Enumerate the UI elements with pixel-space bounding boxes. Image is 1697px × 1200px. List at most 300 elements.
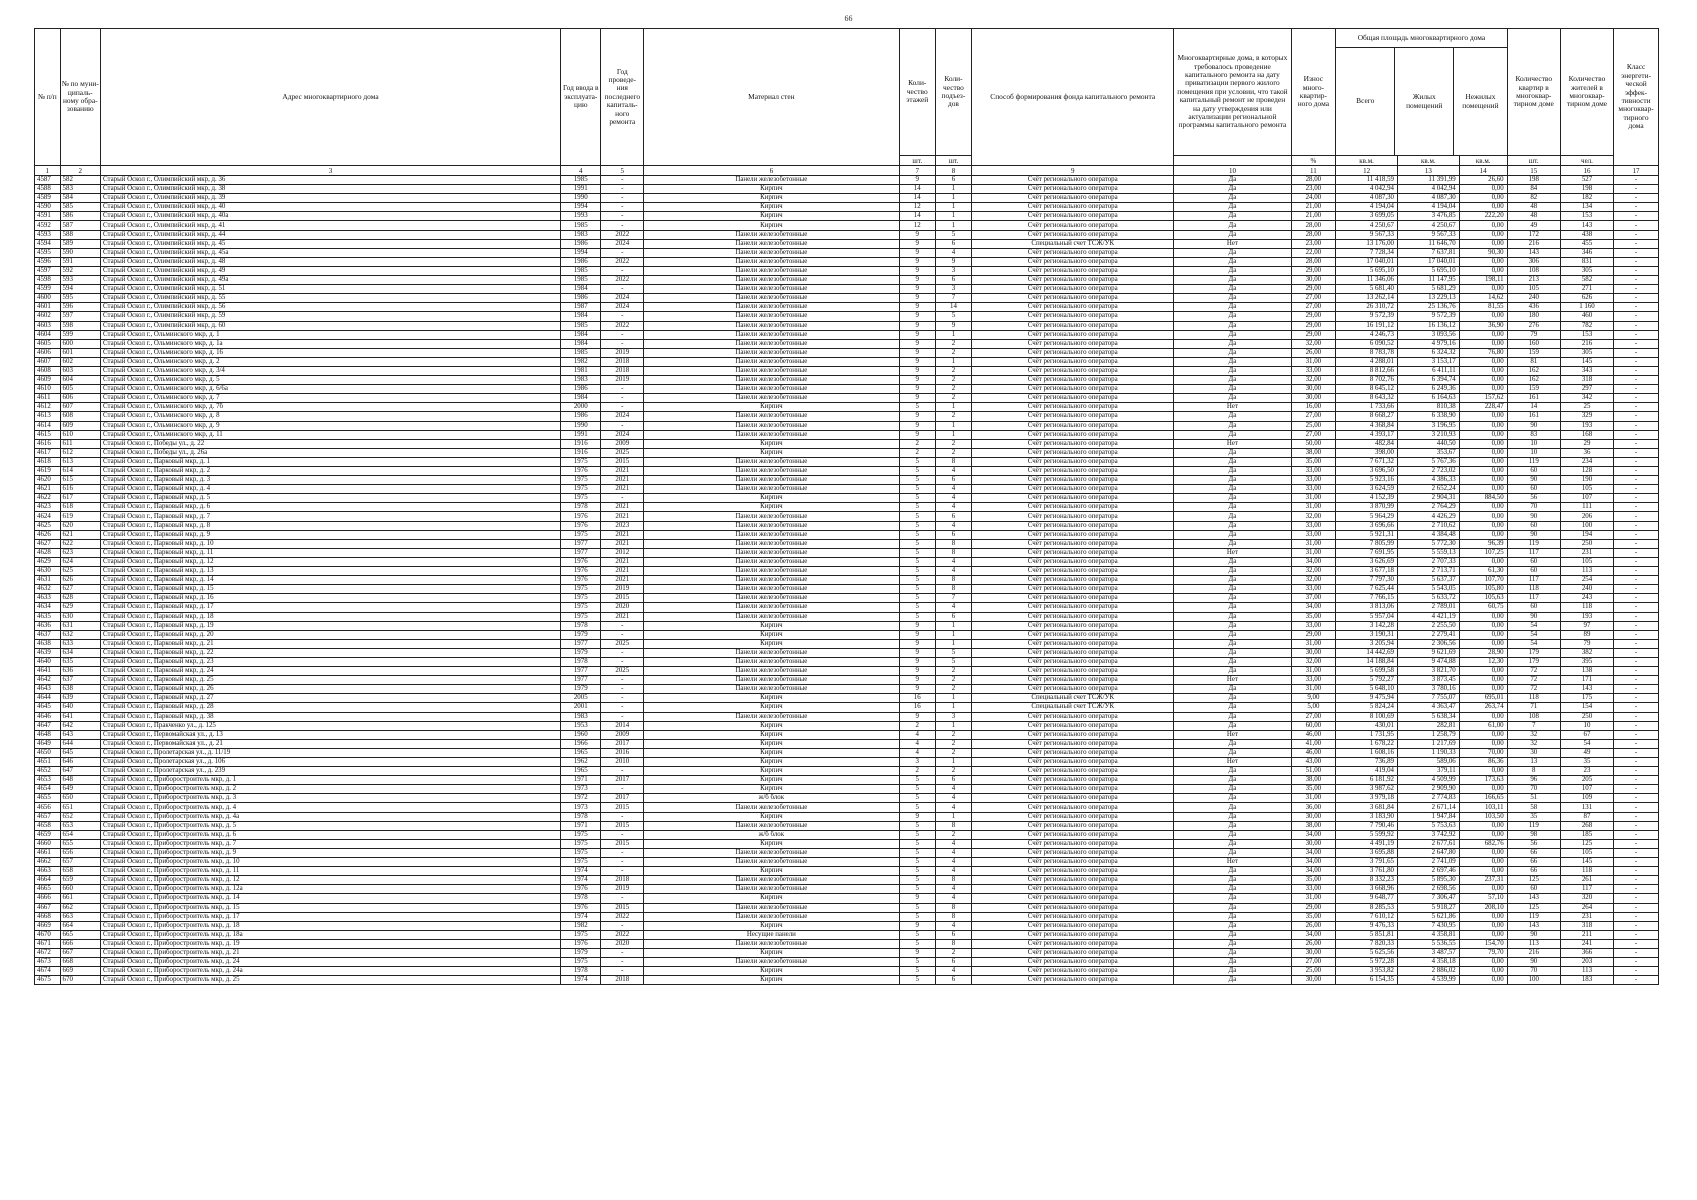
cell-entrances: 1 <box>935 212 971 221</box>
cell-area-total: 8 643,32 <box>1336 394 1398 403</box>
cell-municipal-number: 634 <box>60 648 100 657</box>
cell-fund-method: Счёт регионального оператора <box>972 830 1174 839</box>
table-row <box>35 912 1659 921</box>
cell-repair-required: Да <box>1174 712 1291 721</box>
cell-entrances: 2 <box>935 412 971 421</box>
cell-fund-method: Счёт регионального оператора <box>972 776 1174 785</box>
cell-apartments: 159 <box>1507 348 1560 357</box>
cell-wall-material: Кирпич <box>644 921 900 930</box>
cell-commission-year: 1976 <box>561 512 601 521</box>
cell-energy-class: - <box>1614 203 1659 212</box>
cell-wall-material: Панели железобетонные <box>644 521 900 530</box>
cell-wall-material: Кирпич <box>644 758 900 767</box>
cell-last-repair-year: - <box>601 958 644 967</box>
cell-apartments: 82 <box>1507 194 1560 203</box>
cell-entrances: 6 <box>935 512 971 521</box>
cell-entrances: 4 <box>935 867 971 876</box>
cell-residents: 118 <box>1560 867 1613 876</box>
cell-address: Старый Оскол г., Первомайская ул., д. 13 <box>101 730 561 739</box>
cell-commission-year: 2000 <box>561 403 601 412</box>
cell-row-number: 4630 <box>35 567 61 576</box>
cell-entrances: 1 <box>935 812 971 821</box>
cell-last-repair-year: - <box>601 967 644 976</box>
cell-address: Старый Оскол г., Парковый мкр, д. 20 <box>101 630 561 639</box>
cell-residents: 254 <box>1560 576 1613 585</box>
cell-address: Старый Оскол г., Приборостроитель мкр, д. 5 <box>101 821 561 830</box>
table-row <box>35 357 1659 366</box>
cell-entrances: 4 <box>935 848 971 857</box>
cell-wear-percent: 28,00 <box>1291 176 1336 185</box>
cell-last-repair-year: - <box>601 648 644 657</box>
cell-municipal-number: 636 <box>60 667 100 676</box>
cell-row-number: 4637 <box>35 630 61 639</box>
cell-apartments: 30 <box>1507 748 1560 757</box>
cell-area-living: 7 430,95 <box>1397 921 1459 930</box>
cell-apartments: 72 <box>1507 676 1560 685</box>
cell-fund-method: Счёт регионального оператора <box>972 721 1174 730</box>
cell-wall-material: Панели железобетонные <box>644 257 900 266</box>
cell-address: Старый Оскол г., Ольминского мкр, д. 7 <box>101 394 561 403</box>
cell-row-number: 4664 <box>35 876 61 885</box>
table-row <box>35 948 1659 957</box>
cell-area-living: 9 621,69 <box>1397 648 1459 657</box>
cell-residents: 203 <box>1560 958 1613 967</box>
table-row <box>35 576 1659 585</box>
cell-repair-required: Да <box>1174 839 1291 848</box>
cell-apartments: 90 <box>1507 530 1560 539</box>
cell-wall-material: Панели железобетонные <box>644 321 900 330</box>
table-row <box>35 394 1659 403</box>
column-number: 6 <box>644 166 900 176</box>
cell-entrances: 8 <box>935 939 971 948</box>
cell-repair-required: Да <box>1174 903 1291 912</box>
cell-repair-required: Да <box>1174 667 1291 676</box>
cell-area-total: 4 393,17 <box>1336 430 1398 439</box>
cell-entrances: 5 <box>935 657 971 666</box>
cell-commission-year: 1982 <box>561 357 601 366</box>
cell-area-living: 5 753,63 <box>1397 821 1459 830</box>
cell-repair-required: Да <box>1174 366 1291 375</box>
cell-commission-year: 1973 <box>561 803 601 812</box>
cell-apartments: 71 <box>1507 703 1560 712</box>
cell-area-nonliving: 0,00 <box>1459 366 1507 375</box>
cell-fund-method: Счёт регионального оператора <box>972 539 1174 548</box>
cell-last-repair-year: 2024 <box>601 303 644 312</box>
cell-wall-material: Панели железобетонные <box>644 594 900 603</box>
cell-area-total: 13 176,00 <box>1336 239 1398 248</box>
cell-wall-material: Кирпич <box>644 748 900 757</box>
cell-residents: 211 <box>1560 930 1613 939</box>
cell-wall-material: Панели железобетонные <box>644 485 900 494</box>
cell-row-number: 4647 <box>35 721 61 730</box>
table-row <box>35 657 1659 666</box>
cell-repair-required: Да <box>1174 485 1291 494</box>
cell-wear-percent: 50,00 <box>1291 439 1336 448</box>
cell-wall-material: Панели железобетонные <box>644 285 900 294</box>
cell-area-living: 2 255,50 <box>1397 621 1459 630</box>
cell-wear-percent: 26,00 <box>1291 348 1336 357</box>
table-row <box>35 467 1659 476</box>
cell-entrances: 1 <box>935 194 971 203</box>
cell-fund-method: Счёт регионального оператора <box>972 585 1174 594</box>
column-number: 1 <box>35 166 61 176</box>
cell-energy-class: - <box>1614 767 1659 776</box>
col-header-area-total: Всего <box>1336 48 1395 155</box>
cell-row-number: 4628 <box>35 548 61 557</box>
cell-residents: 395 <box>1560 657 1613 666</box>
cell-address: Старый Оскол г., Победы ул., д. 22 <box>101 439 561 448</box>
cell-area-living: 2 677,61 <box>1397 839 1459 848</box>
cell-wall-material: Панели железобетонные <box>644 848 900 857</box>
table-row <box>35 885 1659 894</box>
cell-last-repair-year: 2022 <box>601 912 644 921</box>
cell-address: Старый Оскол г., Парковый мкр, д. 28 <box>101 703 561 712</box>
table-row <box>35 194 1659 203</box>
cell-repair-required: Да <box>1174 448 1291 457</box>
cell-last-repair-year: - <box>601 685 644 694</box>
cell-commission-year: 1975 <box>561 858 601 867</box>
cell-area-nonliving: 105,63 <box>1459 594 1507 603</box>
cell-area-living: 5 637,37 <box>1397 576 1459 585</box>
cell-repair-required: Да <box>1174 539 1291 548</box>
cell-entrances: 1 <box>935 430 971 439</box>
cell-wall-material: Кирпич <box>644 776 900 785</box>
cell-address: Старый Оскол г., Приборостроитель мкр, д. 15 <box>101 903 561 912</box>
cell-municipal-number: 614 <box>60 467 100 476</box>
table-row <box>35 476 1659 485</box>
cell-residents: 107 <box>1560 785 1613 794</box>
cell-residents: 107 <box>1560 494 1613 503</box>
cell-wall-material: Кирпич <box>644 503 900 512</box>
cell-fund-method: Счёт регионального оператора <box>972 621 1174 630</box>
cell-energy-class: - <box>1614 748 1659 757</box>
cell-fund-method: Счёт регионального оператора <box>972 257 1174 266</box>
cell-entrances: 4 <box>935 967 971 976</box>
cell-row-number: 4623 <box>35 503 61 512</box>
cell-area-total: 3 953,82 <box>1336 967 1398 976</box>
cell-address: Старый Оскол г., Парковый мкр, д. 7 <box>101 512 561 521</box>
cell-area-total: 1 731,95 <box>1336 730 1398 739</box>
table-row <box>35 539 1659 548</box>
cell-area-living: 4 386,33 <box>1397 476 1459 485</box>
cell-repair-required: Да <box>1174 530 1291 539</box>
table-row <box>35 712 1659 721</box>
cell-energy-class: - <box>1614 303 1659 312</box>
cell-row-number: 4654 <box>35 785 61 794</box>
cell-wall-material: Панели железобетонные <box>644 530 900 539</box>
cell-address: Старый Оскол г., Олимпийский мкр, д. 41 <box>101 221 561 230</box>
cell-municipal-number: 618 <box>60 503 100 512</box>
cell-fund-method: Счёт регионального оператора <box>972 376 1174 385</box>
cell-area-total: 14 442,69 <box>1336 648 1398 657</box>
cell-floors: 5 <box>899 476 935 485</box>
cell-residents: 128 <box>1560 467 1613 476</box>
cell-energy-class: - <box>1614 958 1659 967</box>
cell-residents: 382 <box>1560 648 1613 657</box>
cell-area-total: 5 599,92 <box>1336 830 1398 839</box>
cell-wall-material: Панели железобетонные <box>644 276 900 285</box>
cell-wear-percent: 38,00 <box>1291 821 1336 830</box>
cell-area-living: 2 741,09 <box>1397 858 1459 867</box>
cell-area-total: 7 625,44 <box>1336 585 1398 594</box>
cell-commission-year: 1971 <box>561 821 601 830</box>
cell-entrances: 8 <box>935 539 971 548</box>
cell-repair-required: Нет <box>1174 676 1291 685</box>
cell-address: Старый Оскол г., Олимпийский мкр, д. 40 <box>101 203 561 212</box>
cell-apartments: 143 <box>1507 894 1560 903</box>
cell-area-living: 2 652,24 <box>1397 485 1459 494</box>
table-row <box>35 339 1659 348</box>
cell-address: Старый Оскол г., Ольминского мкр, д. 1а <box>101 339 561 348</box>
cell-last-repair-year: 2025 <box>601 667 644 676</box>
col-header-entrances: Коли- чество подъез- дов <box>935 29 971 156</box>
table-row <box>35 585 1659 594</box>
cell-wall-material: Кирпич <box>644 203 900 212</box>
cell-last-repair-year: 2019 <box>601 885 644 894</box>
cell-row-number: 4601 <box>35 303 61 312</box>
column-number: 17 <box>1614 166 1659 176</box>
cell-last-repair-year: - <box>601 830 644 839</box>
cell-last-repair-year: - <box>601 176 644 185</box>
cell-residents: 320 <box>1560 894 1613 903</box>
cell-row-number: 4611 <box>35 394 61 403</box>
cell-municipal-number: 665 <box>60 930 100 939</box>
cell-area-living: 13 229,13 <box>1397 294 1459 303</box>
cell-last-repair-year: 2021 <box>601 567 644 576</box>
cell-repair-required: Да <box>1174 212 1291 221</box>
cell-municipal-number: 637 <box>60 676 100 685</box>
cell-area-living: 2 707,33 <box>1397 557 1459 566</box>
cell-commission-year: 1975 <box>561 839 601 848</box>
cell-area-total: 7 671,32 <box>1336 457 1398 466</box>
cell-apartments: 276 <box>1507 321 1560 330</box>
cell-residents: 109 <box>1560 794 1613 803</box>
cell-area-living: 1 258,79 <box>1397 730 1459 739</box>
column-number: 9 <box>972 166 1174 176</box>
table-row <box>35 848 1659 857</box>
table-row <box>35 639 1659 648</box>
cell-energy-class: - <box>1614 648 1659 657</box>
cell-last-repair-year: 2025 <box>601 639 644 648</box>
cell-apartments: 8 <box>1507 767 1560 776</box>
cell-last-repair-year: 2019 <box>601 376 644 385</box>
cell-wall-material: Панели железобетонные <box>644 539 900 548</box>
cell-area-nonliving: 0,00 <box>1459 257 1507 266</box>
cell-apartments: 161 <box>1507 394 1560 403</box>
cell-area-living: 25 136,76 <box>1397 303 1459 312</box>
cell-apartments: 49 <box>1507 221 1560 230</box>
col-header-address: Адрес многоквартирного дома <box>101 29 561 166</box>
cell-floors: 5 <box>899 958 935 967</box>
cell-row-number: 4661 <box>35 848 61 857</box>
cell-municipal-number: 646 <box>60 758 100 767</box>
table-row <box>35 830 1659 839</box>
cell-area-nonliving: 0,00 <box>1459 557 1507 566</box>
cell-area-living: 3 196,95 <box>1397 421 1459 430</box>
cell-repair-required: Да <box>1174 767 1291 776</box>
column-number: 13 <box>1397 166 1459 176</box>
cell-area-nonliving: 0,00 <box>1459 712 1507 721</box>
cell-energy-class: - <box>1614 194 1659 203</box>
cell-wall-material: Панели железобетонные <box>644 366 900 375</box>
cell-address: Старый Оскол г., Приборостроитель мкр, д. 21 <box>101 948 561 957</box>
cell-row-number: 4668 <box>35 912 61 921</box>
cell-last-repair-year: - <box>601 421 644 430</box>
cell-area-living: 16 136,12 <box>1397 321 1459 330</box>
table-row <box>35 266 1659 275</box>
cell-commission-year: 1993 <box>561 212 601 221</box>
col-header-area-nonliving: Нежилых помещений <box>1462 92 1499 110</box>
cell-commission-year: 1975 <box>561 594 601 603</box>
cell-entrances: 6 <box>935 930 971 939</box>
cell-floors: 9 <box>899 894 935 903</box>
cell-energy-class: - <box>1614 594 1659 603</box>
cell-fund-method: Счёт регионального оператора <box>972 503 1174 512</box>
cell-entrances: 7 <box>935 294 971 303</box>
cell-repair-required: Да <box>1174 721 1291 730</box>
cell-area-total: 3 183,90 <box>1336 812 1398 821</box>
cell-area-total: 5 824,24 <box>1336 703 1398 712</box>
cell-area-living: 4 539,99 <box>1397 976 1459 985</box>
cell-wall-material: Панели железобетонные <box>644 394 900 403</box>
cell-address: Старый Оскол г., Олимпийский мкр, д. 48 <box>101 257 561 266</box>
cell-row-number: 4620 <box>35 476 61 485</box>
cell-address: Старый Оскол г., Парковый мкр, д. 19 <box>101 621 561 630</box>
cell-area-living: 9 572,39 <box>1397 312 1459 321</box>
column-number: 8 <box>935 166 971 176</box>
cell-row-number: 4606 <box>35 348 61 357</box>
table-row <box>35 366 1659 375</box>
cell-wear-percent: 31,00 <box>1291 503 1336 512</box>
cell-floors: 9 <box>899 676 935 685</box>
cell-residents: 25 <box>1560 403 1613 412</box>
cell-wear-percent: 30,00 <box>1291 648 1336 657</box>
cell-wall-material: Кирпич <box>644 894 900 903</box>
cell-row-number: 4622 <box>35 494 61 503</box>
cell-municipal-number: 664 <box>60 921 100 930</box>
cell-wear-percent: 34,00 <box>1291 848 1336 857</box>
cell-energy-class: - <box>1614 230 1659 239</box>
cell-wall-material: Кирпич <box>644 448 900 457</box>
cell-wall-material: Кирпич <box>644 403 900 412</box>
cell-apartments: 172 <box>1507 230 1560 239</box>
cell-row-number: 4643 <box>35 685 61 694</box>
table-row <box>35 903 1659 912</box>
cell-address: Старый Оскол г., Приборостроитель мкр, д. 17 <box>101 912 561 921</box>
cell-area-nonliving: 0,00 <box>1459 858 1507 867</box>
cell-floors: 3 <box>899 758 935 767</box>
cell-address: Старый Оскол г., Парковый мкр, д. 25 <box>101 676 561 685</box>
cell-floors: 9 <box>899 339 935 348</box>
cell-fund-method: Счёт регионального оператора <box>972 612 1174 621</box>
cell-floors: 9 <box>899 430 935 439</box>
cell-floors: 9 <box>899 385 935 394</box>
cell-apartments: 100 <box>1507 976 1560 985</box>
cell-entrances: 2 <box>935 394 971 403</box>
cell-address: Старый Оскол г., Победы ул., д. 26а <box>101 448 561 457</box>
cell-floors: 5 <box>899 876 935 885</box>
cell-apartments: 83 <box>1507 430 1560 439</box>
cell-area-total: 7 766,15 <box>1336 594 1398 603</box>
cell-row-number: 4588 <box>35 185 61 194</box>
cell-wear-percent: 29,00 <box>1291 321 1336 330</box>
cell-energy-class: - <box>1614 939 1659 948</box>
cell-energy-class: - <box>1614 276 1659 285</box>
cell-address: Старый Оскол г., Приборостроитель мкр, д. 1 <box>101 776 561 785</box>
cell-floors: 5 <box>899 930 935 939</box>
cell-municipal-number: 640 <box>60 703 100 712</box>
cell-apartments: 60 <box>1507 567 1560 576</box>
cell-floors: 5 <box>899 967 935 976</box>
cell-last-repair-year: 2009 <box>601 439 644 448</box>
cell-last-repair-year: - <box>601 948 644 957</box>
cell-floors: 5 <box>899 494 935 503</box>
cell-commission-year: 1977 <box>561 667 601 676</box>
cell-address: Старый Оскол г., Олимпийский мкр, д. 44 <box>101 230 561 239</box>
cell-entrances: 6 <box>935 976 971 985</box>
cell-last-repair-year: - <box>601 194 644 203</box>
table-row <box>35 858 1659 867</box>
cell-entrances: 1 <box>935 403 971 412</box>
cell-residents: 54 <box>1560 739 1613 748</box>
cell-wear-percent: 33,00 <box>1291 530 1336 539</box>
cell-area-total: 5 695,10 <box>1336 266 1398 275</box>
cell-residents: 117 <box>1560 885 1613 894</box>
table-row <box>35 312 1659 321</box>
cell-wall-material: Панели железобетонные <box>644 239 900 248</box>
cell-residents: 23 <box>1560 767 1613 776</box>
cell-area-total: 7 610,12 <box>1336 912 1398 921</box>
cell-area-living: 4 087,30 <box>1397 194 1459 203</box>
cell-repair-required: Да <box>1174 939 1291 948</box>
cell-residents: 134 <box>1560 203 1613 212</box>
cell-last-repair-year: 2022 <box>601 321 644 330</box>
cell-area-living: 4 250,67 <box>1397 221 1459 230</box>
cell-municipal-number: 589 <box>60 239 100 248</box>
cell-residents: 205 <box>1560 776 1613 785</box>
cell-area-living: 1 217,69 <box>1397 739 1459 748</box>
cell-energy-class: - <box>1614 912 1659 921</box>
cell-area-nonliving: 0,00 <box>1459 194 1507 203</box>
cell-last-repair-year: - <box>601 867 644 876</box>
cell-wear-percent: 32,00 <box>1291 512 1336 521</box>
cell-area-nonliving: 0,00 <box>1459 639 1507 648</box>
cell-area-nonliving: 198,11 <box>1459 276 1507 285</box>
cell-commission-year: 1974 <box>561 867 601 876</box>
cell-fund-method: Счёт регионального оператора <box>972 639 1174 648</box>
cell-apartments: 70 <box>1507 503 1560 512</box>
cell-area-living: 5 621,86 <box>1397 912 1459 921</box>
cell-residents: 49 <box>1560 748 1613 757</box>
cell-floors: 9 <box>899 348 935 357</box>
cell-wall-material: Кирпич <box>644 703 900 712</box>
cell-municipal-number: 661 <box>60 894 100 903</box>
cell-last-repair-year: 2015 <box>601 594 644 603</box>
cell-repair-required: Да <box>1174 330 1291 339</box>
cell-repair-required: Да <box>1174 703 1291 712</box>
cell-last-repair-year: 2016 <box>601 748 644 757</box>
table-row <box>35 930 1659 939</box>
column-number: 3 <box>101 166 561 176</box>
cell-address: Старый Оскол г., Парковый мкр, д. 3 <box>101 476 561 485</box>
cell-wear-percent: 27,00 <box>1291 303 1336 312</box>
cell-area-living: 6 338,90 <box>1397 412 1459 421</box>
cell-fund-method: Счёт регионального оператора <box>972 730 1174 739</box>
cell-area-living: 2 723,02 <box>1397 467 1459 476</box>
cell-energy-class: - <box>1614 712 1659 721</box>
cell-residents: 168 <box>1560 430 1613 439</box>
cell-wear-percent: 51,00 <box>1291 767 1336 776</box>
